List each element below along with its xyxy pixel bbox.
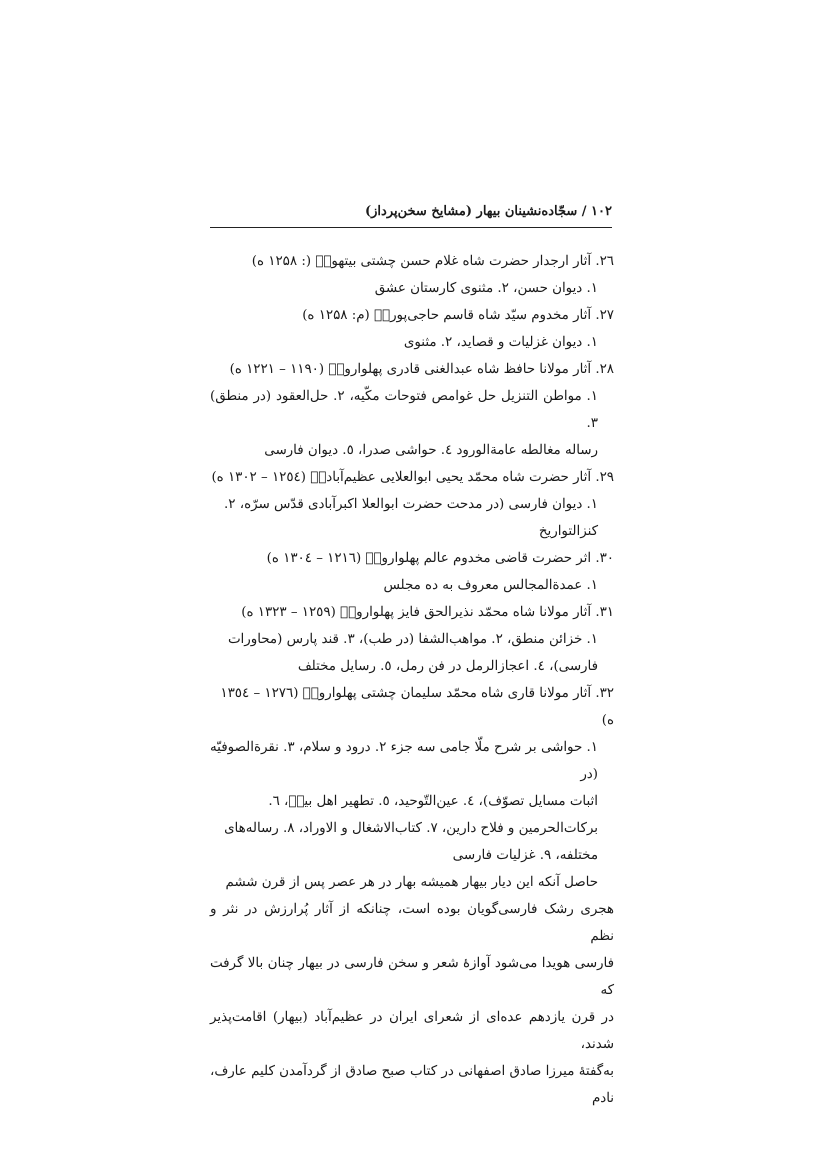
entry-27	[210, 302, 614, 356]
entry-line: ۱. دیوان فارسی (در مدحت حضرت ابوالعلا اکبرآبادی قدّس سرّه، ۲.	[224, 497, 598, 512]
paragraph-line: در قرن یازدهم عده‌ای از شعرای ایران در عظیم‌آباد (بیهار) اقامت‌پذیر شدند،	[210, 1010, 614, 1052]
page-body	[210, 248, 614, 1112]
entry-line: ۱. دیوان غزلیات و قصاید، ۲. مثنوی	[403, 335, 598, 350]
entry-line: کنزالتواریخ	[538, 524, 598, 539]
entry-heading: ۳۲. آثار مولانا قاری شاه محمّد سلیمان چشتی پهلوارویؒ (۱۲۷٦ – ۱۳٥٤ ه)	[220, 686, 614, 728]
entry-line: ۱. خزائن منطق، ۲. مواهب‌الشفا (در طب)، ۳. قند پارس (محاورات	[227, 632, 598, 647]
paragraph-line: هجری رشک فارسی‌گویان بوده است، چنانکه از آثار پُرارزش در نثر و نظم	[210, 902, 614, 944]
entry-28	[210, 356, 614, 464]
running-header: ۱۰۲ / سجّاده‌نشینان بیهار (مشایخ سخن‌پرداز)	[210, 204, 612, 228]
paragraph-line: فارسی هویدا می‌شود آوازهٔ شعر و سخن فارسی در بیهار چنان بالا گرفت که	[210, 956, 614, 998]
body-paragraph	[210, 869, 614, 1112]
entry-line: ۱. عمدةالمجالس معروف به ده مجلس	[383, 578, 598, 593]
entry-heading: ۳۱. آثار مولانا شاه محمّد نذیرالحق فایز پهلوارویؒ (۱۲٥۹ – ۱۳۲۳ ه)	[241, 605, 614, 620]
entry-31	[210, 599, 614, 680]
entry-29	[210, 464, 614, 545]
entry-heading: ۳۰. اثر حضرت قاضی مخدوم عالم پهلوارویؒ (۱۲۱٦ – ۱۳۰٤ ه)	[266, 551, 614, 566]
entry-26	[210, 248, 614, 302]
entry-line: فارسی)، ٤. اعجازالرمل در فن رمل، ٥. رسایل مختلف	[297, 659, 598, 674]
entry-line: ۱. حواشی بر شرح ملّا جامی سه جزء ۲. درود و سلام، ۳. نقرةالصوفیّه (در	[210, 740, 598, 782]
entry-line: ۱. مواطن التنزیل حل غوامص فتوحات مکّیه، ۲. حل‌العقود (در منطق) ۳.	[210, 389, 598, 431]
entry-heading: ۲۹. آثار حضرت شاه محمّد یحیی ابوالعلایی عظیم‌آبادیؒ (۱۲٥٤ – ۱۳۰۲ ه)	[211, 470, 614, 485]
entry-30	[210, 545, 614, 599]
paragraph-line: حاصل آنکه این دیار بیهار همیشه بهار در هر عصر پس از قرن ششم	[225, 875, 598, 890]
entry-32	[210, 680, 614, 869]
entry-heading: ۲۸. آثار مولانا حافظ شاه عبدالغنی قادری پهلوارویؒ (۱۱۹۰ – ۱۲۲۱ ه)	[229, 362, 614, 377]
entry-line: مختلفه، ۹. غزلیات فارسی	[452, 848, 598, 863]
entry-line: برکات‌الحرمین و فلاح دارین، ۷. کتاب‌الاشغال و الاوراد، ۸. رساله‌های	[224, 821, 598, 836]
entry-line: اثبات مسایل تصوّف)، ٤. عین‌التّوحید، ٥. تطهیر اهل بیتؑ، ٦.	[268, 794, 598, 809]
paragraph-line: به‌گفتهٔ میرزا صادق اصفهانی در کتاب صبح صادق از گردآمدن کلیم عارف، نادم	[210, 1064, 614, 1106]
entry-line: رساله مغالطه عامة‌الورود ٤. حواشی صدرا، ٥. دیوان فارسی	[264, 443, 598, 458]
entry-heading: ۲٦. آثار ارجدار حضرت شاه غلام حسن چشتی بیتهویؒ (: ۱۲۵۸ ه)	[251, 254, 614, 269]
entry-line: ۱. دیوان حسن، ۲. مثنوی کارستان عشق	[374, 281, 598, 296]
entry-heading: ۲۷. آثار مخدوم سیّد شاه قاسم حاجی‌پوریؒ (م: ۱۲۵۸ ه)	[302, 308, 614, 323]
